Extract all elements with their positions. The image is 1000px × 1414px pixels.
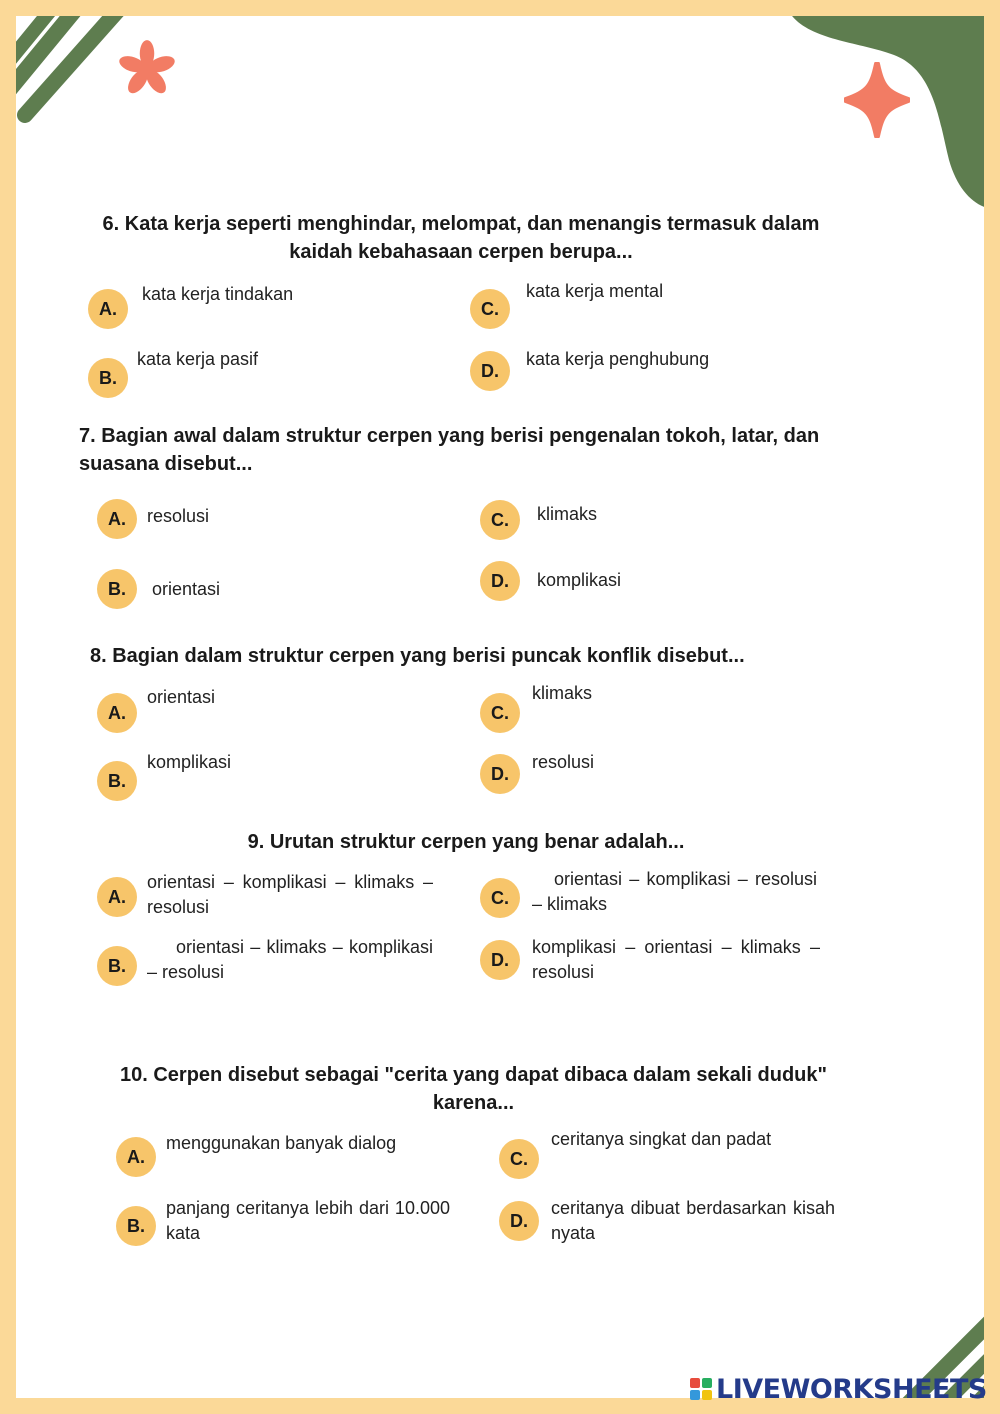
option-a-text[interactable]: orientasi <box>147 687 216 707</box>
liveworksheets-brand <box>690 1372 987 1406</box>
option-b-badge[interactable]: B. <box>97 946 137 986</box>
option-d-badge[interactable]: D. <box>480 754 520 794</box>
worksheet-page <box>16 16 984 1398</box>
option-b-text[interactable]: kata kerja pasif <box>137 349 259 369</box>
option-b-badge[interactable]: B. <box>88 358 128 398</box>
option-c-text[interactable]: ceritanya singkat dan padat <box>551 1129 772 1149</box>
option-a-badge[interactable]: A. <box>116 1137 156 1177</box>
option-a-badge[interactable]: A. <box>88 289 128 329</box>
option-d-badge[interactable]: D. <box>470 351 510 391</box>
option-b-badge[interactable]: B. <box>97 569 137 609</box>
question-6-title: 6. Kata kerja seperti menghindar, melompat, dan menangis termasuk dalam kaidah kebahasaan cerpen berupa... <box>102 213 820 263</box>
coral-flower-icon <box>116 38 178 100</box>
option-d-text[interactable]: ceritanya dibuat berdasarkan kisah nyata <box>551 1198 835 1243</box>
option-b-badge[interactable]: B. <box>116 1206 156 1246</box>
option-d-text[interactable]: resolusi <box>532 752 595 772</box>
option-d-badge[interactable]: D. <box>480 561 520 601</box>
liveworksheets-logo-icon <box>690 1378 712 1400</box>
option-b-text[interactable]: orientasi – klimaks – komplikasi – resolusi <box>147 937 433 982</box>
option-c-text[interactable]: klimaks <box>532 683 593 703</box>
option-d-text[interactable]: komplikasi <box>537 570 622 590</box>
option-a-text[interactable]: kata kerja tindakan <box>142 284 294 304</box>
question-8-title: 8. Bagian dalam struktur cerpen yang berisi puncak konflik disebut... <box>90 645 745 667</box>
option-d-text[interactable]: kata kerja penghubung <box>526 349 710 369</box>
question-7-title: 7. Bagian awal dalam struktur cerpen yang berisi pengenalan tokoh, latar, dan suasana disebut... <box>79 425 820 475</box>
option-b-text[interactable]: panjang ceritanya lebih dari 10.000 kata <box>166 1198 450 1243</box>
brand-text: LIVEWORKSHEETS <box>716 1373 987 1405</box>
question-9-title: 9. Urutan struktur cerpen yang benar adalah... <box>247 831 685 853</box>
option-c-badge[interactable]: C. <box>480 878 520 918</box>
option-b-text[interactable]: orientasi <box>152 579 221 599</box>
option-c-badge[interactable]: C. <box>470 289 510 329</box>
option-c-text[interactable]: orientasi – komplikasi – resolusi – klimaks <box>532 869 817 914</box>
option-a-text[interactable]: orientasi – komplikasi – klimaks – resolusi <box>147 872 433 917</box>
option-a-badge[interactable]: A. <box>97 693 137 733</box>
option-d-badge[interactable]: D. <box>499 1201 539 1241</box>
option-d-text[interactable]: komplikasi – orientasi – klimaks – resolusi <box>532 937 820 982</box>
option-c-badge[interactable]: C. <box>480 693 520 733</box>
option-b-text[interactable]: komplikasi <box>147 752 232 772</box>
option-a-text[interactable]: resolusi <box>147 506 210 526</box>
option-c-text[interactable]: klimaks <box>537 504 598 524</box>
coral-sparkle-icon <box>844 62 910 138</box>
option-a-text[interactable]: menggunakan banyak dialog <box>166 1133 397 1153</box>
option-c-badge[interactable]: C. <box>499 1139 539 1179</box>
option-d-badge[interactable]: D. <box>480 940 520 980</box>
option-a-badge[interactable]: A. <box>97 877 137 917</box>
option-a-badge[interactable]: A. <box>97 499 137 539</box>
question-10-title: 10. Cerpen disebut sebagai "cerita yang dapat dibaca dalam sekali duduk" karena... <box>120 1064 827 1114</box>
option-c-text[interactable]: kata kerja mental <box>526 281 664 301</box>
option-c-badge[interactable]: C. <box>480 500 520 540</box>
option-b-badge[interactable]: B. <box>97 761 137 801</box>
